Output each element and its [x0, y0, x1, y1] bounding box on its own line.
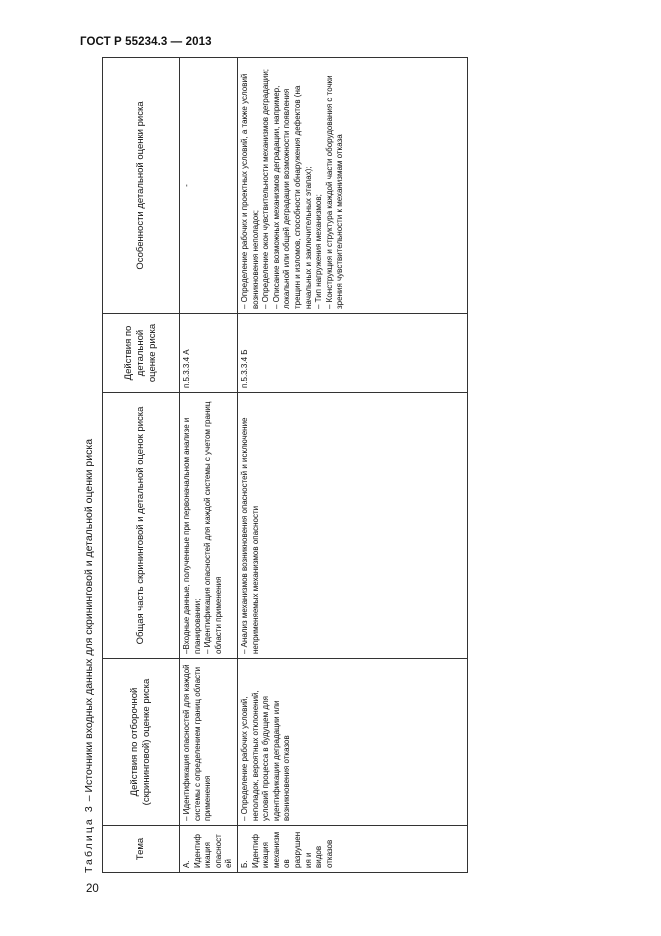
- column-header-detailed-actions: Действия по детальной оценке риска: [103, 314, 180, 393]
- table-caption-text: – Источники входных данных для скрининговой и детальной оценки риска: [83, 438, 95, 805]
- cell-theme: Б. Идентификация механизмов разрушения и видов отказов: [237, 826, 467, 873]
- cell-line: – Конструкция и структура каждой части оборудования с точки зрения чувствительности к механизмам отказа: [324, 75, 345, 309]
- document-header: ГОСТ Р 55234.3 — 2013: [80, 36, 212, 48]
- table-row-degradation-mechanisms: [237, 58, 467, 873]
- column-header-screening: Действия по отборочной (скрининговой) оценке риска: [103, 659, 180, 826]
- cell-detailed-ref: п.5.3.3.4 Б: [237, 314, 467, 393]
- cell-theme: А. Идентификация опасностей: [180, 826, 238, 873]
- cell-detailed-features: [237, 58, 467, 314]
- cell-common: [180, 393, 238, 659]
- table-row-hazard-identification: [180, 58, 238, 873]
- page-number: 20: [86, 883, 99, 895]
- cell-detailed-features: [180, 58, 238, 314]
- cell-screening: [237, 659, 467, 826]
- rotated-table-block: [82, 58, 432, 873]
- column-header-theme: Тема: [103, 826, 180, 873]
- table-caption-prefix: Таблица 3: [83, 804, 95, 873]
- cell-line: – Описание возможных механизмов деградации, например, локальной или общей деградации возможности появления трещин и изломов, способности обнаружения дефектов (на начальных и заключительных этапах);: [271, 85, 313, 309]
- cell-line: – Определение окон чувствительности механизмов деградации;: [261, 68, 271, 309]
- column-header-detailed-features: Особенности детальной оценки риска: [103, 58, 180, 314]
- cell-line: – Тип нагружения механизмов;: [314, 194, 324, 309]
- cell-detailed-ref: п.5.3.3.4 А: [180, 314, 238, 393]
- risk-input-table: [102, 57, 468, 873]
- cell-line: – Определение рабочих и проектных условий, а также условий возникновения неполадок;: [239, 73, 260, 309]
- cell-screening: [180, 659, 238, 826]
- cell-line: – Идентификация опасностей для каждой системы с определением границ области применения: [182, 664, 213, 821]
- column-header-common: Общая часть скрининговой и детальной оценок риска: [103, 393, 180, 659]
- table-caption: [82, 58, 102, 873]
- cell-line: – Идентификация опасностей для каждой системы с учетом границ области применения: [203, 401, 223, 654]
- cell-line: – Определение рабочих условий, неполадок, вероятных отклонений, условий процесса в будущем для идентификации деградации или возникновения отказов: [239, 690, 292, 821]
- cell-line: -: [182, 184, 191, 187]
- cell-line: – Анализ механизмов возникновения опасностей и исключение неприменяемых механизмов опасности: [239, 417, 260, 654]
- cell-line: –Входные данные, полученные при первоначальном анализе и планировании;: [182, 417, 202, 654]
- table-header-row: [103, 58, 180, 873]
- cell-common: [237, 393, 467, 659]
